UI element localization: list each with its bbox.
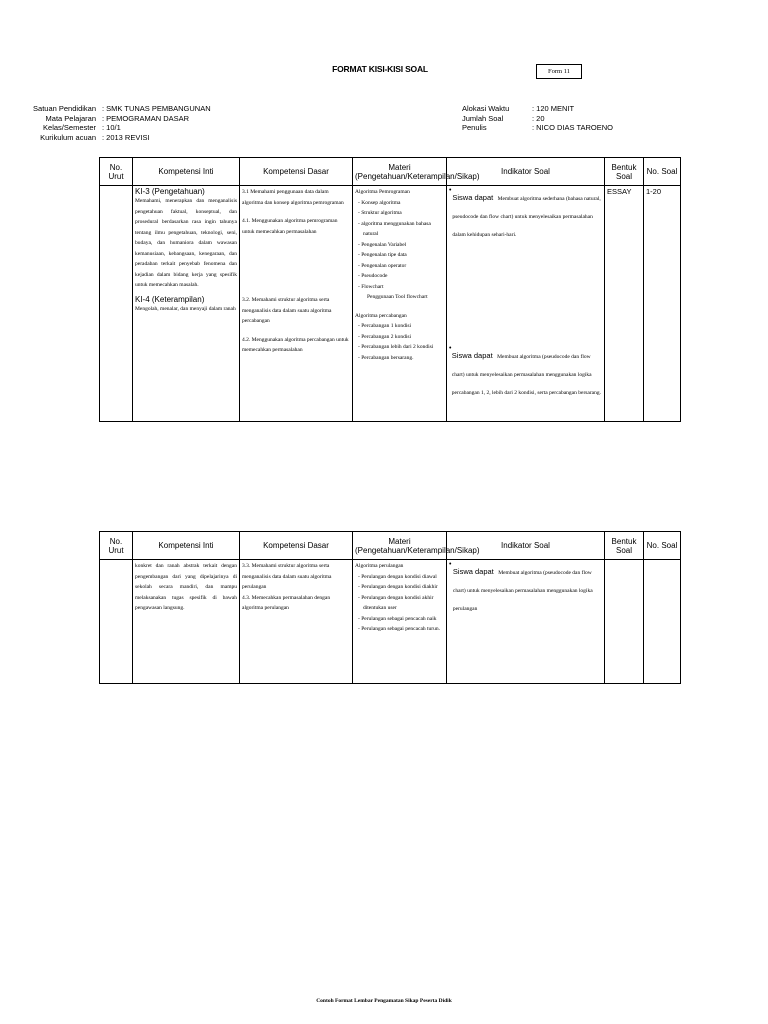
list-item: - Flowchart — [358, 282, 444, 293]
kd-item: 4.2. Menggunakan algoritma percabangan untuk memecahkan permasalahan — [242, 336, 349, 353]
col-ki: Kompetensi Inti — [133, 532, 240, 560]
kd-item: 3.2. Memahami struktur algoritma serta menganalisis data dalam suatu algoritma percabangan — [242, 297, 332, 324]
indikator-prefix: Siswa dapat — [452, 193, 494, 202]
cell-kd — [240, 186, 353, 422]
materi-title: Algoritma perulangan — [355, 563, 404, 569]
meta-row — [12, 104, 211, 114]
meta-value: : 120 MENIT — [532, 104, 575, 113]
materi-list — [355, 572, 444, 635]
meta-label: Kelas/Semester — [43, 123, 96, 132]
meta-row — [462, 114, 613, 124]
cell-no — [100, 186, 133, 422]
meta-label: Alokasi Waktu — [462, 104, 510, 113]
col-no: No. Urut — [100, 158, 133, 186]
col-bentuk: Bentuk Soal — [605, 532, 644, 560]
list-item: - Perulangan dengan kondisi diakhir — [358, 582, 444, 593]
meta-value: : 20 — [532, 113, 545, 123]
kd-item: 3.3. Memahami struktur algoritma serta menganalisis data dalam suatu algoritma perulangan — [242, 563, 332, 590]
indikator-text: Membuat algoritma (pseudocode dan flow chart) untuk menyelesaikan permasalahan menggunakan logika percabangan 1, 2, lebih dari 2 kondisi, serta percabangan bersarang. — [451, 354, 602, 396]
meta-left — [12, 104, 211, 142]
materi-list — [355, 198, 444, 293]
cell-materi — [353, 186, 447, 422]
list-item: - Struktur algoritma — [358, 208, 444, 219]
cell-bentuk: ESSAY — [605, 186, 644, 422]
footer-caption: Contoh Format Lembar Pengamatan Sikap Peserta Didik — [316, 998, 452, 1004]
meta-row — [12, 133, 211, 143]
meta-value: : NICO DIAS TAROENO — [532, 123, 613, 132]
materi-title: Algoritma Pemrograman — [355, 189, 410, 195]
bullet-icon: • — [449, 187, 452, 194]
cell-bentuk — [605, 560, 644, 684]
ki-heading: KI-4 (Keterampilan) — [135, 294, 205, 304]
cell-ki — [133, 560, 240, 684]
kd-item: 4.1. Menggunakan algoritma pemrograman untuk memecahkan permasalahan — [242, 218, 338, 235]
col-no-soal: No. Soal — [644, 532, 681, 560]
kisi-table-1 — [99, 157, 681, 422]
list-item: - Pengenalan operator — [358, 261, 444, 272]
col-materi: Materi (Pengetahuan/Keterampilan/Sikap) — [353, 158, 447, 186]
ki-text: Mengolah, menalar, dan menyaji dalam ranah — [135, 305, 236, 312]
list-item: - Pseudocode — [358, 271, 444, 282]
list-item: - Perulangan dengan kondisi akhir ditentukan user — [358, 593, 444, 614]
list-item: - Perulangan sebagai pencacah turun. — [358, 624, 444, 635]
page-title: FORMAT KISI-KISI SOAL — [332, 64, 428, 74]
indikator-text: Membuat algoritma (pseudocode dan flow chart) untuk menyelesaikan permasalahan menggunakan logika perulangan — [452, 570, 593, 612]
meta-row — [12, 114, 211, 124]
kd-item: 3.1 Memahami penggunaan data dalam algoritma dan konsep algoritma pemrograman — [242, 189, 344, 206]
meta-right — [462, 104, 613, 133]
cell-no-soal: 1-20 — [644, 186, 681, 422]
meta-label: Penulis — [462, 123, 487, 132]
col-ki: Kompetensi Inti — [133, 158, 240, 186]
col-materi: Materi (Pengetahuan/Keterampilan/Sikap) — [353, 532, 447, 560]
materi-list — [355, 321, 444, 363]
col-indikator: Indikator Soal — [447, 532, 605, 560]
meta-value: : SMK TUNAS PEMBANGUNAN — [102, 104, 211, 113]
list-item: - Percabangan 1 kondisi — [358, 321, 444, 332]
materi-extra: Penggunaan Tool flowchart — [367, 294, 428, 300]
materi-title: Algoritma percabangan — [355, 312, 407, 319]
ki-heading: KI-3 (Pengetahuan) — [135, 187, 205, 196]
col-bentuk: Bentuk Soal — [605, 158, 644, 186]
meta-value: : PEMOGRAMAN DASAR — [102, 113, 190, 123]
list-item: - Konsep algoritma — [358, 198, 444, 209]
col-no: No. Urut — [100, 532, 133, 560]
list-item: - Perulangan dengan kondisi diawal — [358, 572, 444, 583]
col-no-soal: No. Soal — [644, 158, 681, 186]
meta-row — [462, 104, 613, 114]
meta-value: : 2013 REVISI — [102, 132, 150, 142]
indikator-item — [449, 561, 602, 615]
ki-text: Memahami, menerapkan dan menganalisis pengetahuan faktual, konseptual, dan prosedural berdasarkan rasa ingin tahunya tentang ilmu pengetahuan, teknologi, seni, budaya, dan humaniora dalam wawasan kemanusiaan, kebangsaan, kenegaraan, dan peradaban terkait penyebab fenomena dan kejadian dalam bidang kerja yang spesifik untuk memecahkan masalah. — [135, 198, 237, 288]
indikator-prefix: Siswa dapat — [451, 351, 493, 360]
list-item: - Perulangan sebagai pencacah naik — [358, 614, 444, 625]
cell-kd — [240, 560, 353, 684]
list-item: - Percabangan lebih dari 2 kondisi — [358, 342, 444, 353]
meta-label: Satuan Pendidikan — [33, 104, 96, 113]
meta-row — [12, 123, 211, 133]
cell-no — [100, 560, 133, 684]
cell-indikator — [447, 560, 605, 684]
cell-indikator — [447, 186, 605, 422]
bullet-icon: • — [449, 345, 452, 352]
col-indikator: Indikator Soal — [447, 158, 605, 186]
indikator-item — [449, 345, 602, 399]
list-item: - Pengenalan tipe data — [358, 250, 444, 261]
cell-materi — [353, 560, 447, 684]
indikator-text: Membuat algoritma sederhana (bahasa natural, pseudocode dan flow chart) untuk menyelesaikan permasalahan dalam kehidupan sehari-hari. — [452, 196, 601, 238]
indikator-prefix: Siswa dapat — [452, 567, 494, 576]
meta-label: Kurikulum acuan — [40, 132, 96, 142]
list-item: - Percabangan 2 kondisi — [358, 332, 444, 343]
list-item: - Pengenalan Variabel — [358, 240, 444, 251]
indikator-item — [449, 187, 602, 241]
bullet-icon: • — [449, 561, 452, 568]
kisi-table-2 — [99, 531, 681, 684]
list-item: - algoritma menggunakan bahasa natural — [358, 219, 444, 240]
list-item: - Percabangan bersarang. — [358, 353, 444, 364]
cell-no-soal — [644, 560, 681, 684]
meta-row — [462, 123, 613, 133]
col-kd: Kompetensi Dasar — [240, 158, 353, 186]
meta-label: Jumlah Soal — [462, 113, 504, 123]
meta-value: : 10/1 — [102, 123, 121, 132]
ki-text: konkret dan ranah abstrak terkait dengan pengembangan dari yang dipelajarinya di sekolah secara mandiri, dan mampu melaksanakan tugas spesifik di bawah pengawasan langsung. — [135, 563, 237, 611]
meta-label: Mata Pelajaran — [45, 113, 96, 123]
cell-ki — [133, 186, 240, 422]
kd-item: 4.3. Memecahkan permasalahan dengan algoritma perulangan — [242, 594, 331, 611]
form-code-box: Form 11 — [536, 64, 582, 79]
col-kd: Kompetensi Dasar — [240, 532, 353, 560]
